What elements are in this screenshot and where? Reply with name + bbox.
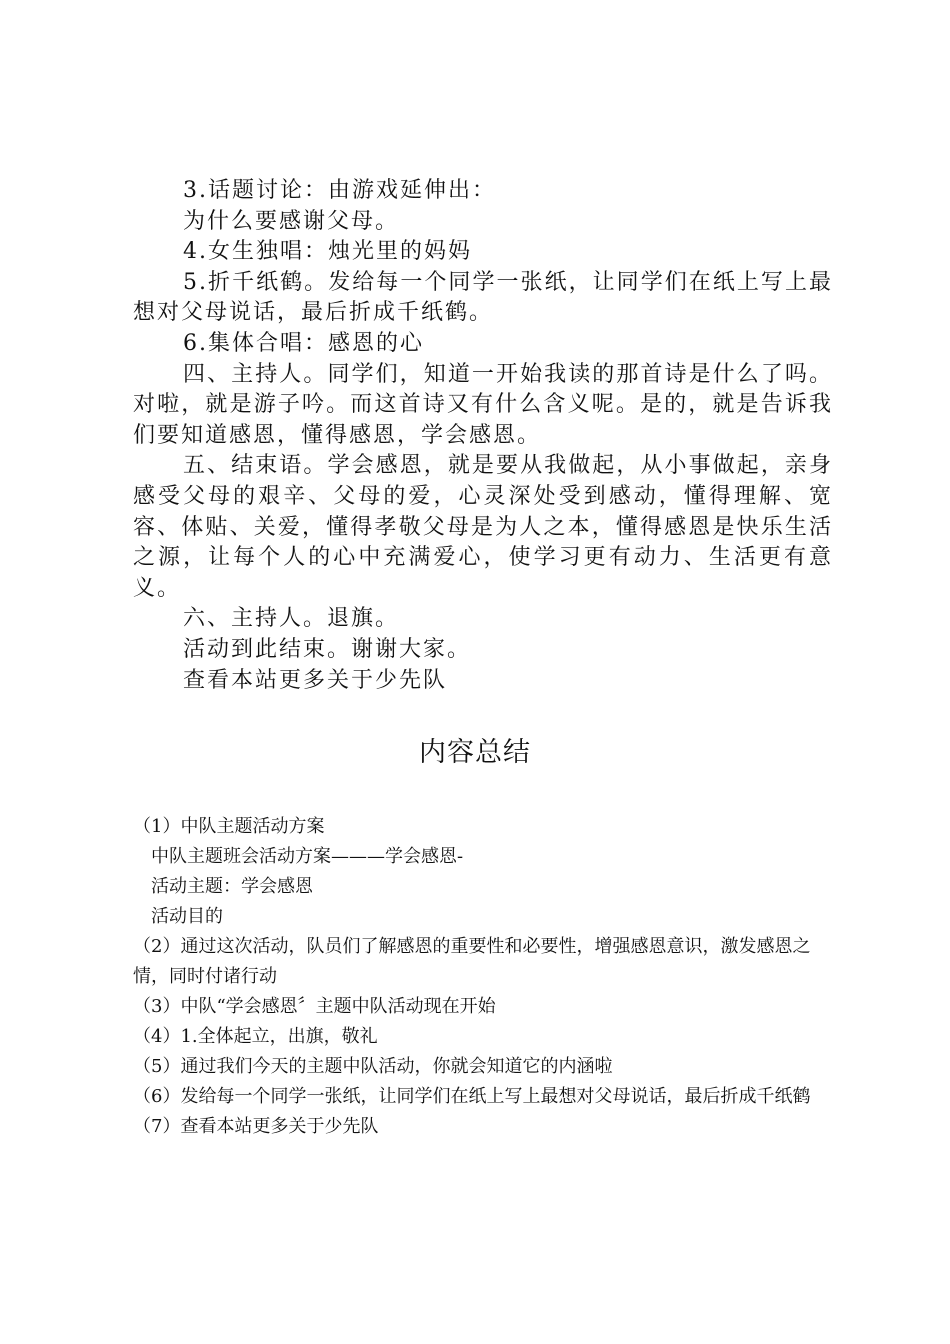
paragraph: 活动到此结束。谢谢大家。 bbox=[183, 636, 472, 662]
paragraph: 查看本站更多关于少先队 bbox=[183, 667, 448, 693]
paragraph: 5.折千纸鹤。发给每一个同学一张纸，让同学们在纸上写上最想对父母说话，最后折成千纸鹤。 bbox=[133, 269, 833, 326]
document-body bbox=[133, 176, 833, 696]
summary-item: （4）1.全体起立，出旗，敬礼 bbox=[133, 1026, 378, 1047]
summary-item-line: 活动目的 bbox=[151, 906, 223, 927]
summary-item: （3）中队“学会感恩〞主题中队活动现在开始 bbox=[133, 996, 496, 1017]
summary-item: （7）查看本站更多关于少先队 bbox=[133, 1116, 379, 1137]
paragraph: 为什么要感谢父母。 bbox=[183, 208, 400, 234]
summary-item: （6）发给每一个同学一张纸，让同学们在纸上写上最想对父母说话，最后折成千纸鹤 bbox=[133, 1086, 811, 1107]
summary-item-line: 活动主题：学会感恩 bbox=[151, 876, 313, 897]
paragraph: 6.集体合唱：感恩的心 bbox=[183, 330, 424, 356]
summary-list bbox=[133, 812, 833, 1142]
paragraph: 六、主持人。退旗。 bbox=[183, 606, 400, 632]
paragraph: 四、主持人。同学们，知道一开始我读的那首诗是什么了吗。对啦，就是游子吟。而这首诗又有什么含义呢。是的，就是告诉我们要知道感恩，懂得感恩，学会感恩。 bbox=[133, 361, 833, 448]
paragraph: 3.话题讨论：由游戏延伸出： bbox=[183, 178, 496, 203]
summary-item: （2）通过这次活动，队员们了解感恩的重要性和必要性，增强感恩意识，激发感恩之情，同时付诸行动 bbox=[133, 936, 811, 987]
summary-item: （1）中队主题活动方案 bbox=[133, 816, 325, 837]
paragraph: 五、结束语。学会感恩，就是要从我做起，从小事做起，亲身感受父母的艰辛、父母的爱，心灵深处受到感动，懂得理解、宽容、体贴、关爱，懂得孝敬父母是为人之本，懂得感恩是快乐生活之源，让每个人的心中充满爱心，使学习更有动力、生活更有意义。 bbox=[133, 453, 833, 601]
summary-item-line: 中队主题班会活动方案———学会感恩- bbox=[151, 846, 464, 867]
summary-item: （5）通过我们今天的主题中队活动，你就会知道它的内涵啦 bbox=[133, 1056, 613, 1077]
summary-title: 内容总结 bbox=[419, 737, 531, 768]
paragraph: 4.女生独唱：烛光里的妈妈 bbox=[183, 239, 472, 265]
